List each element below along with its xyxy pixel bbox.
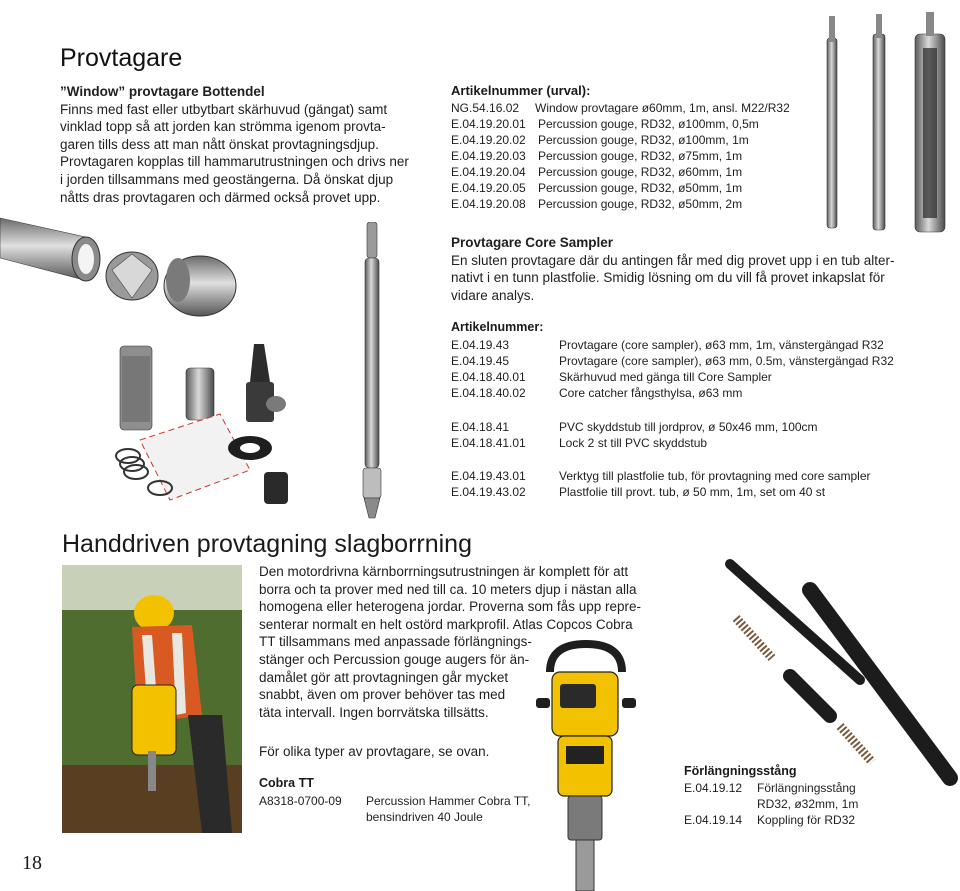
article-desc: Percussion gouge, RD32, ø100mm, 0,5m — [538, 117, 759, 131]
core-sampler-line: En sluten provtagare där du antingen får med dig provet upp i en tub alter- — [451, 252, 895, 268]
article-code: E.04.19.20.01 — [451, 117, 526, 131]
article-desc: Core catcher fångsthylsa, ø63 mm — [559, 386, 743, 400]
article-code: E.04.19.20.08 — [451, 197, 526, 211]
article-code: E.04.18.40.01 — [451, 370, 526, 384]
article-code: E.04.19.12 — [684, 781, 743, 795]
article-desc: PVC skyddstub till jordprov, ø 50x46 mm, 100cm — [559, 420, 818, 434]
cobra-code: A8318-0700-09 — [259, 794, 342, 808]
extension-rods-image — [700, 556, 960, 792]
window-line: vinklad topp så att jorden kan strömma igenom provta- — [60, 119, 386, 135]
window-line: i jorden tillsammans med geostängerna. Då önskat djup — [60, 171, 394, 187]
article-code: E.04.19.20.05 — [451, 181, 526, 195]
article-desc: Percussion gouge, RD32, ø50mm, 1m — [538, 181, 743, 195]
article-code: E.04.19.45 — [451, 354, 510, 368]
article-code: E.04.19.20.04 — [451, 165, 526, 179]
handdriven-line: damålet gör att provtagningen går mycket — [259, 669, 509, 685]
article-desc: Verktyg till plastfolie tub, för provtagning med core sampler — [559, 469, 871, 483]
article-code: E.04.19.43.02 — [451, 485, 526, 499]
cobra-hammer-image — [530, 636, 642, 891]
article-desc: Percussion gouge, RD32, ø50mm, 2m — [538, 197, 743, 211]
cobra-desc-line: bensindriven 40 Joule — [366, 810, 483, 824]
core-sampler-accessories-image — [100, 330, 300, 512]
article-desc: Percussion gouge, RD32, ø60mm, 1m — [538, 165, 743, 179]
article-desc: Förlängningsstång — [757, 781, 856, 795]
article-list — [451, 100, 816, 215]
article-desc: Lock 2 st till PVC skyddstub — [559, 436, 708, 450]
handdriven-note: För olika typer av provtagare, se ovan. — [259, 744, 490, 759]
core-article-list — [451, 337, 921, 502]
article-code: E.04.19.14 — [684, 813, 743, 827]
handdriven-line: TT tillsammans med anpassade förlängnings- — [259, 634, 532, 650]
percussion-gouge-rods-image — [815, 8, 955, 236]
article-desc: RD32, ø32mm, 1m — [757, 797, 859, 811]
article-desc: Window provtagare ø60mm, 1m, ansl. M22/R32 — [535, 101, 790, 115]
page-number: 18 — [22, 852, 42, 874]
window-line: nåtts dras provtagaren och därmed också provet upp. — [60, 189, 381, 205]
handdriven-line: homogena eller heterogena jordar. Proverna som fås upp repre- — [259, 599, 641, 615]
article-code: E.04.19.20.03 — [451, 149, 526, 163]
handdriven-line: borra och ta prover med ned till ca. 10 meters djup i nästan alla — [259, 581, 637, 597]
cobra-heading: Cobra TT — [259, 776, 314, 790]
core-sampler-description — [451, 234, 931, 304]
article-desc: Provtagare (core sampler), ø63 mm, 1m, vänstergängad R32 — [559, 338, 884, 352]
core-sampler-rod-image — [355, 222, 389, 520]
window-heading: ”Window” provtagare Bottendel — [60, 84, 265, 99]
article-code: E.04.18.41.01 — [451, 436, 526, 450]
window-line: Provtagaren kopplas till hammarutrustningen och drivs ner — [60, 154, 409, 170]
article-code: E.04.19.43.01 — [451, 469, 526, 483]
article-code: E.04.19.43 — [451, 338, 510, 352]
article-desc: Percussion gouge, RD32, ø75mm, 1m — [538, 149, 743, 163]
core-sampler-heading: Provtagare Core Sampler — [451, 235, 614, 250]
handdriven-line: senterar normalt en helt ostörd markprofil. Atlas Copcos Cobra — [259, 616, 633, 632]
article-desc: Koppling för RD32 — [757, 813, 856, 827]
section-title-handdriven: Handdriven provtagning slagborrning — [62, 530, 472, 558]
article-desc: Skärhuvud med gänga till Core Sampler — [559, 370, 772, 384]
forlangning-list — [684, 780, 884, 830]
handdriven-line: stänger och Percussion gouge augers för än- — [259, 651, 530, 667]
core-sampler-line: nativt i en tunn plastfolie. Smidig lösning om du vill få provet inkapslat för — [451, 270, 885, 286]
article-code: E.04.18.40.02 — [451, 386, 526, 400]
article-desc: Plastfolie till provt. tub, ø 50 mm, 1m, set om 40 st — [559, 485, 826, 499]
article-code: E.04.19.20.02 — [451, 133, 526, 147]
cobra-desc-line: Percussion Hammer Cobra TT, — [366, 794, 531, 808]
article-code: NG.54.16.02 — [451, 101, 520, 115]
article-desc: Percussion gouge, RD32, ø100mm, 1m — [538, 133, 749, 147]
section-title-provtagare: Provtagare — [60, 44, 183, 72]
window-line: garen tills dess att man nått önskat provtagningsdjup. — [60, 136, 379, 152]
window-description — [60, 83, 420, 206]
article-code: E.04.18.41 — [451, 420, 510, 434]
articles-heading: Artikelnummer (urval): — [451, 83, 591, 98]
handdriven-line: Den motordrivna kärnborrningsutrustningen är komplett för att — [259, 564, 629, 579]
handdriven-line: snabbt, även om prover behöver tas med — [259, 687, 506, 703]
field-worker-photo — [62, 565, 242, 833]
article-desc: Provtagare (core sampler), ø63 mm, 0.5m, vänstergängad R32 — [559, 354, 894, 368]
core-sampler-line: vidare analys. — [451, 287, 535, 303]
window-sampler-parts-image — [0, 210, 245, 320]
window-line: Finns med fast eller utbytbart skärhuvud (gängat) samt — [60, 101, 388, 117]
forlangning-heading: Förlängningsstång — [684, 764, 797, 778]
core-articles-heading: Artikelnummer: — [451, 320, 544, 334]
handdriven-line: täta intervall. Ingen borrvätska tillsätts. — [259, 704, 489, 720]
